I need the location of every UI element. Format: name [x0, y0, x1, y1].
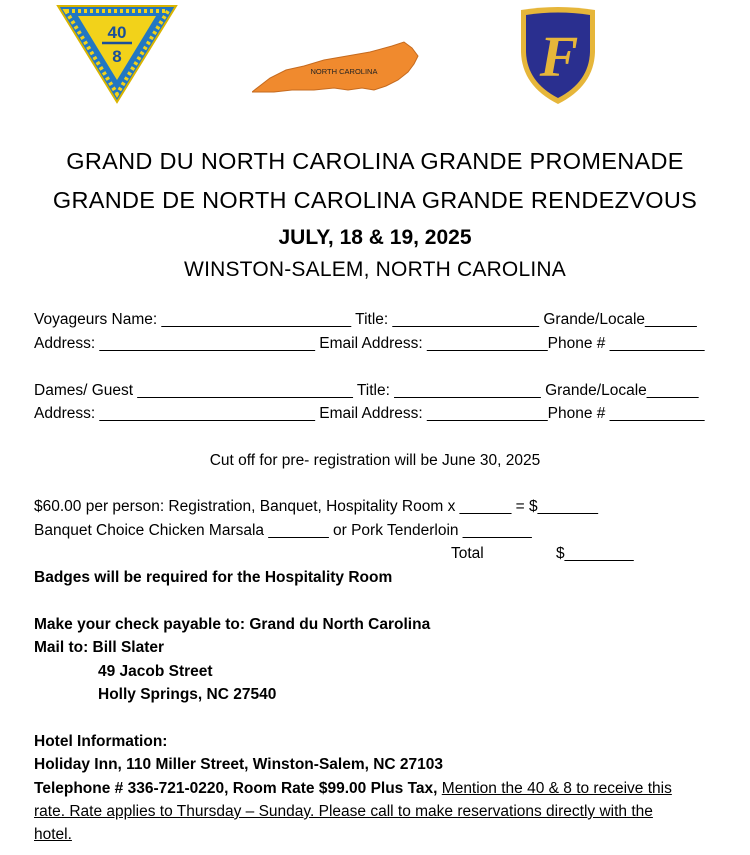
- hotel-heading: Hotel Information:: [34, 733, 168, 750]
- guest-address-line[interactable]: Address: _________________________ Email Address: ______________Phone # ___________: [34, 405, 705, 422]
- north-carolina-map: [252, 38, 420, 98]
- total-blank[interactable]: $________: [556, 545, 634, 562]
- logo40-bottom: 8: [112, 47, 122, 66]
- mail-street: 49 Jacob Street: [98, 663, 213, 680]
- voyageurs-address-line[interactable]: Address: _________________________ Email Address: ______________Phone # ___________: [34, 335, 705, 352]
- f-shield-logo: [518, 6, 598, 106]
- event-title: GRAND DU NORTH CAROLINA GRANDE PROMENADE: [66, 148, 684, 174]
- mail-to-line: Mail to: Bill Slater: [34, 639, 165, 656]
- mention-notice: Mention the 40 & 8 to receive this: [441, 780, 672, 797]
- price-line[interactable]: $60.00 per person: Registration, Banquet, Hospitality Room x ______ = $_______: [34, 498, 598, 515]
- rate-notice-end: hotel.: [34, 826, 72, 843]
- logo40-top: 40: [107, 23, 127, 42]
- badges-notice: Badges will be required for the Hospitality Room: [34, 569, 393, 586]
- forty-and-eight-logo: [56, 4, 178, 104]
- map-label: NORTH CAROLINA: [310, 67, 378, 76]
- event-location: WINSTON-SALEM, NORTH CAROLINA: [184, 258, 566, 281]
- cutoff-notice: Cut off for pre- registration will be June 30, 2025: [209, 452, 541, 469]
- hotel-phone-rate: Telephone # 336-721-0220, Room Rate $99.00 Plus Tax,: [34, 780, 442, 797]
- dames-guest-line[interactable]: Dames/ Guest _________________________ Title: _________________ Grande/Locale______: [34, 382, 699, 399]
- payable-line: Make your check payable to: Grand du North Carolina: [34, 616, 431, 633]
- hotel-phone-line: [34, 780, 672, 798]
- hotel-name: Holiday Inn, 110 Miller Street, Winston-Salem, NC 27103: [34, 756, 444, 773]
- voyageurs-name-line[interactable]: Voyageurs Name: ______________________ Title: _________________ Grande/Locale______: [34, 311, 697, 328]
- event-date: JULY, 18 & 19, 2025: [278, 226, 472, 249]
- shield-letter: F: [539, 24, 579, 89]
- total-label: Total: [451, 545, 484, 562]
- mail-city: Holly Springs, NC 27540: [98, 686, 277, 703]
- banquet-choice-line[interactable]: Banquet Choice Chicken Marsala _______ or Pork Tenderloin ________: [34, 522, 532, 539]
- event-subtitle: GRANDE DE NORTH CAROLINA GRANDE RENDEZVOUS: [52, 187, 698, 213]
- rate-notice: rate. Rate applies to Thursday – Sunday. Please call to make reservations directly with the: [34, 803, 653, 820]
